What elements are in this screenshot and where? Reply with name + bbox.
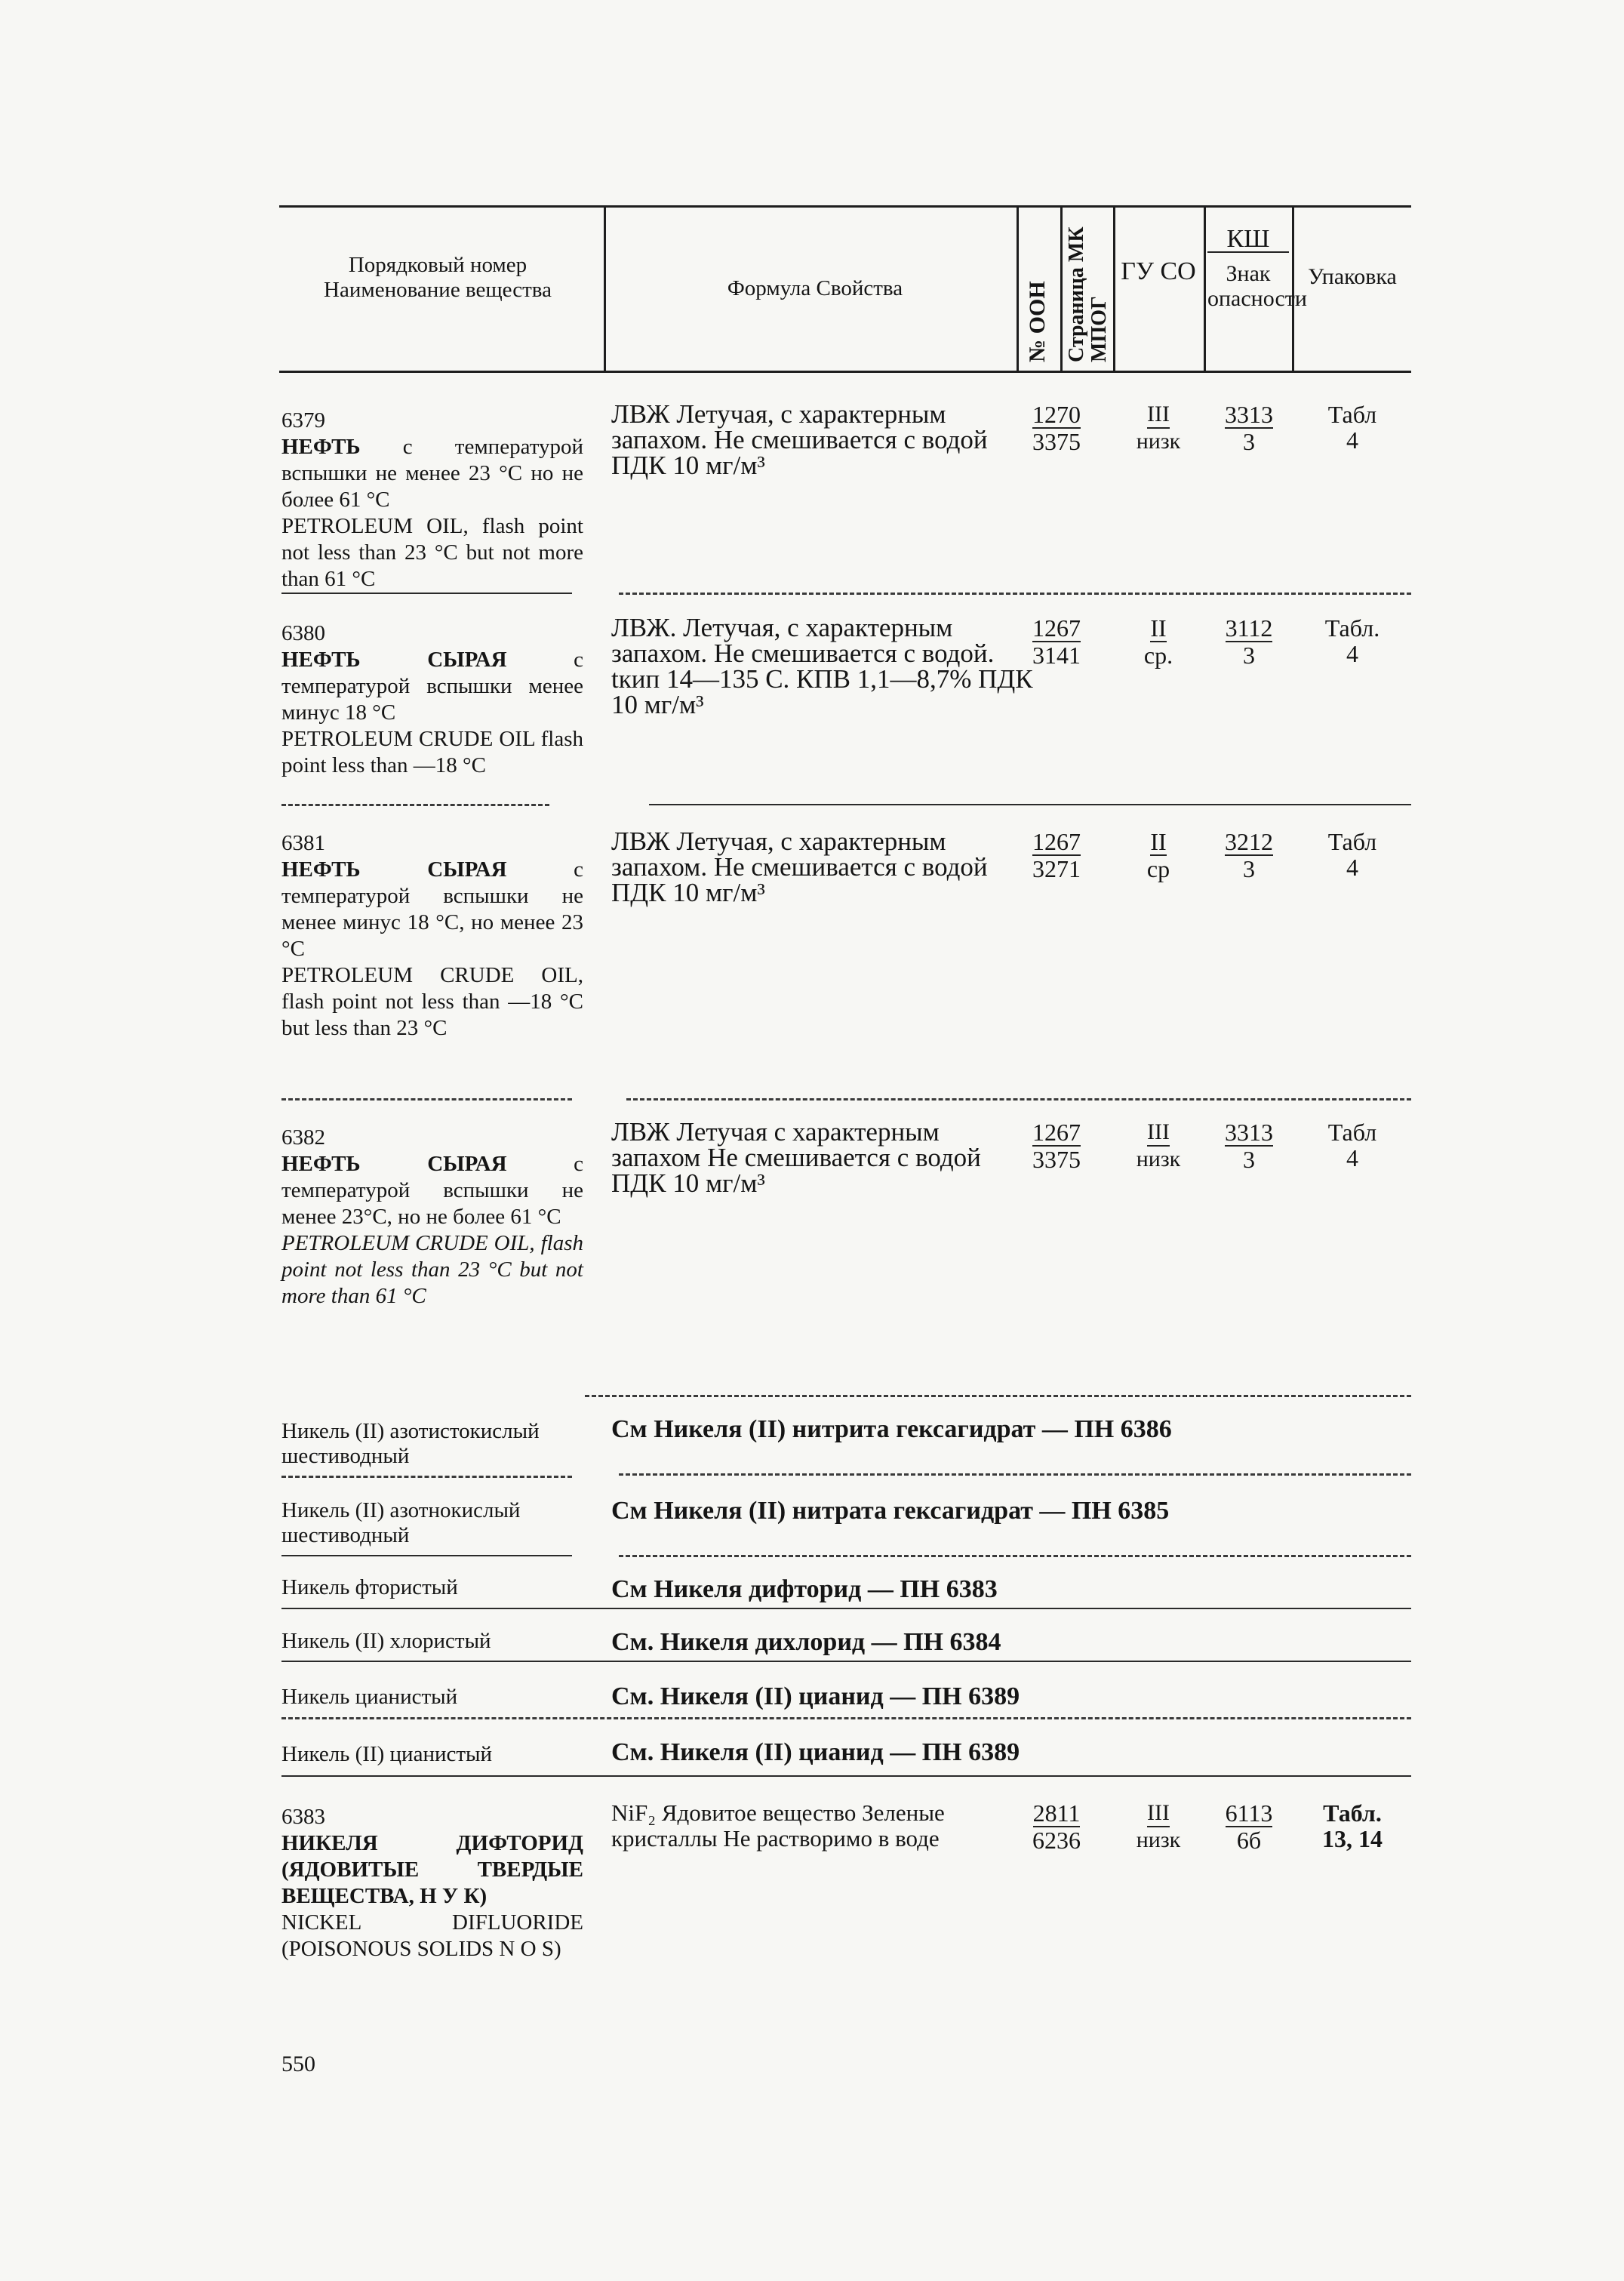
entry-name-en: PETROLEUM OIL, flash point not less than 23 °C but not more than 61 °C	[281, 514, 583, 591]
entry-un-mk: 1270 3375	[1032, 401, 1081, 455]
entry-6382	[281, 1125, 583, 1310]
header-formula-column: Формула Свойства	[727, 276, 903, 300]
entry-name-ru: НЕФТЬ СЫРАЯ с температурой вспышки не менее минус 18 °С, но менее 23 °С	[281, 857, 583, 961]
entry-separator	[649, 804, 1411, 805]
entry-name-ru: НЕФТЬ СЫРАЯ с температурой вспышки менее минус 18 °С	[281, 648, 583, 725]
entry-number: 6383	[281, 1805, 325, 1829]
entry-gu: II ср	[1146, 828, 1170, 882]
entry-properties: ЛВЖ. Летучая, с характерным запахом. Не смешивается с водой. tкип 14—135 С. КПВ 1,1—8,7% ПДК 10 мг/м³	[611, 613, 1033, 719]
entry-pack: Табл 4	[1327, 1119, 1377, 1171]
entry-gu: II ср.	[1143, 614, 1173, 669]
entry-gu: III низк	[1136, 1800, 1181, 1852]
header-ksh-column: КШ	[1207, 226, 1289, 253]
entry-separator	[281, 593, 572, 594]
header-pack-column: Упаковка	[1308, 264, 1397, 289]
entry-separator	[626, 1098, 1411, 1100]
entry-ksh: 3112 3	[1225, 614, 1273, 669]
synonym-reference: См Никеля дифторид — ПН 6383	[611, 1575, 998, 1603]
entry-properties: ЛВЖ Летучая с характерным запахом Не смешивается с водой ПДК 10 мг/м³	[611, 1117, 981, 1198]
entry-name-ru: НЕФТЬ с температурой вспышки не менее 23 °С но не более 61 °С	[281, 435, 584, 512]
header-mk-column: Страница МК МПОГ	[1065, 226, 1111, 362]
synonym-name: Никель (II) цианистый	[281, 1742, 493, 1766]
header-divider-4	[1113, 205, 1115, 371]
synonym-reference: См Никеля (II) нитрата гексагидрат — ПН 6385	[611, 1497, 1170, 1525]
synonym-reference: См. Никеля (II) цианид — ПН 6389	[611, 1738, 1020, 1766]
synonym-reference: См Никеля (II) нитрита гексагидрат — ПН 6386	[611, 1415, 1172, 1443]
entry-name-en: PETROLEUM CRUDE OIL flash point less than —18 °C	[281, 727, 583, 777]
entry-separator	[281, 804, 549, 806]
header-divider-3	[1060, 205, 1063, 371]
header-un-column: № ООН	[1025, 281, 1050, 362]
synonym-separator	[281, 1555, 572, 1556]
entry-ksh: 3313 3	[1225, 1119, 1273, 1173]
entry-6379	[281, 408, 583, 593]
synonym-name: Никель фтористый	[281, 1575, 458, 1599]
entry-gu: III низк	[1136, 402, 1181, 454]
synonym-separator	[281, 1717, 1411, 1719]
synonym-separator	[281, 1476, 572, 1478]
header-bottom-rule	[279, 371, 1411, 373]
entry-un-mk: 2811 6236	[1032, 1799, 1081, 1854]
header-divider-1	[604, 205, 606, 371]
synonym-separator	[281, 1661, 1411, 1662]
page-number: 550	[281, 2052, 315, 2076]
synonym-name: Никель (II) азотистокислый шестиводный	[281, 1419, 540, 1468]
entry-name-en: PETROLEUM CRUDE OIL, flash point not less than —18 °C but less than 23 °C	[281, 963, 583, 1040]
entry-name-ru: НИКЕЛЯ ДИФТОРИД (ЯДОВИТЫЕ ТВЕРДЫЕ ВЕЩЕСТВА, Н У К)	[281, 1831, 583, 1908]
entry-ksh: 6113 6б	[1225, 1799, 1273, 1854]
entry-number: 6381	[281, 831, 325, 855]
entry-separator	[281, 1098, 572, 1100]
entry-properties: ЛВЖ Летучая, с характерным запахом. Не смешивается с водой ПДК 10 мг/м³	[611, 827, 988, 907]
entry-ksh: 3212 3	[1225, 828, 1273, 882]
synonym-separator	[281, 1608, 1411, 1609]
synonym-separator	[619, 1555, 1411, 1557]
entry-number: 6379	[281, 408, 325, 432]
entry-gu: III низк	[1136, 1119, 1181, 1171]
entry-separator	[619, 593, 1411, 595]
synonym-name: Никель цианистый	[281, 1685, 458, 1709]
entry-6383	[281, 1804, 583, 1962]
synonym-separator	[619, 1473, 1411, 1476]
synonym-name: Никель (II) хлористый	[281, 1629, 491, 1653]
header-divider-2	[1017, 205, 1019, 371]
header-top-rule	[279, 205, 1411, 208]
synonym-reference: См. Никеля (II) цианид — ПН 6389	[611, 1682, 1020, 1710]
synonym-separator	[281, 1775, 1411, 1777]
header-gu-column: ГУ СО	[1121, 257, 1196, 285]
entry-ksh: 3313 3	[1225, 401, 1273, 455]
entry-name-en: PETROLEUM CRUDE OIL, flash point not less than 23 °C but not more than 61 °C	[281, 1231, 583, 1308]
entry-6381	[281, 830, 583, 1042]
entry-pack: Табл. 13, 14	[1322, 1799, 1383, 1852]
entry-pack: Табл 4	[1327, 401, 1377, 454]
entry-un-mk: 1267 3271	[1032, 828, 1081, 882]
entry-properties: NiF₂ Ядовитое вещество Зеленые кристаллы Не растворимо в воде	[611, 1799, 945, 1852]
entry-pack: Табл 4	[1327, 828, 1377, 881]
entry-pack: Табл. 4	[1324, 614, 1380, 667]
synonym-name: Никель (II) азотнокислый шестиводный	[281, 1498, 521, 1547]
entry-separator	[585, 1395, 1411, 1397]
entry-number: 6380	[281, 621, 325, 645]
entry-properties: ЛВЖ Летучая, с характерным запахом. Не смешивается с водой ПДК 10 мг/м³	[611, 399, 988, 480]
entry-un-mk: 1267 3375	[1032, 1119, 1081, 1173]
header-divider-5	[1204, 205, 1206, 371]
synonym-reference: См. Никеля дихлорид — ПН 6384	[611, 1628, 1001, 1656]
entry-name-ru: НЕФТЬ СЫРАЯ с температурой вспышки не менее 23°С, но не более 61 °С	[281, 1152, 583, 1229]
entry-name-en: NICKEL DIFLUORIDE (POISONOUS SOLIDS N O S)	[281, 1910, 583, 1961]
header-name-column: Порядковый номер Наименование вещества	[324, 253, 552, 302]
entry-un-mk: 1267 3141	[1032, 614, 1081, 669]
entry-6380	[281, 620, 583, 779]
header-sign-column: Знак опасности	[1207, 261, 1307, 311]
entry-number: 6382	[281, 1125, 325, 1150]
